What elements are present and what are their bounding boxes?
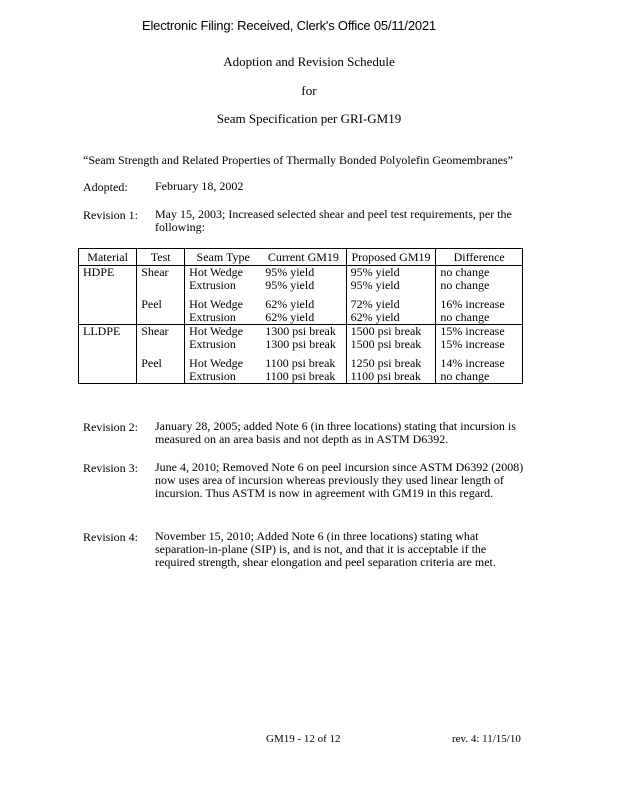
proposed-cell: 62% yield [346,311,436,325]
revision-1-label: Revision 1: [83,208,139,222]
specification-subtitle: “Seam Strength and Related Properties of Thermally Bonded Polyolefin Geomembranes” [83,153,514,167]
table-header-row [79,249,523,266]
test-cell: Shear [137,325,185,339]
header-test: Test [137,249,185,266]
requirements-table [78,248,523,384]
revision-1-text: May 15, 2003; Increased selected shear and peel test requirements, per the following: [155,207,512,234]
proposed-cell: 1500 psi break [346,325,436,339]
seam-cell: Hot Wedge [185,357,262,370]
current-cell: 1300 psi break [261,338,346,351]
revision-4-label: Revision 4: [83,530,139,544]
proposed-cell: 1500 psi break [346,338,436,351]
table-row [79,311,523,325]
seam-cell: Extrusion [185,279,262,292]
test-cell: Shear [137,266,185,280]
current-cell: 62% yield [261,298,346,311]
table-row [79,325,523,339]
seam-cell: Extrusion [185,338,262,351]
difference-cell: 15% increase [436,325,523,339]
current-cell: 1100 psi break [261,357,346,370]
difference-cell: no change [436,311,523,325]
header-seam-type: Seam Type [185,249,262,266]
proposed-cell: 95% yield [346,279,436,292]
seam-cell: Extrusion [185,370,262,384]
document-title-spec: Seam Specification per GRI-GM19 [216,111,402,126]
table-row [79,279,523,292]
difference-cell: no change [436,266,523,280]
current-cell: 1100 psi break [261,370,346,384]
revision-3-text: June 4, 2010; Removed Note 6 on peel incursion since ASTM D6392 (2008) now uses area of incursion whereas previously they used linear length of incursion. Thus ASTM is now in agreement with GM19 in this regard. [155,460,524,500]
difference-cell: 16% increase [436,298,523,311]
current-cell: 95% yield [261,266,346,280]
page-number: GM19 - 12 of 12 [266,733,341,745]
header-material: Material [79,249,137,266]
seam-cell: Hot Wedge [185,266,262,280]
revision-4-text: November 15, 2010; Added Note 6 (in three locations) stating what separation-in-plane (SIP) is, and is not, and that it is acceptable if the required strength, shear elongation and peel separation criteria are met. [155,529,496,569]
revision-3-label: Revision 3: [83,461,139,475]
table-row [79,370,523,384]
proposed-cell: 72% yield [346,298,436,311]
current-cell: 1300 psi break [261,325,346,339]
current-cell: 62% yield [261,311,346,325]
proposed-cell: 1250 psi break [346,357,436,370]
seam-cell: Hot Wedge [185,298,262,311]
current-cell: 95% yield [261,279,346,292]
document-title-for: for [301,83,317,98]
seam-cell: Hot Wedge [185,325,262,339]
difference-cell: 15% increase [436,338,523,351]
seam-cell: Extrusion [185,311,262,325]
document-title: Adoption and Revision Schedule [223,54,395,69]
table-row [79,338,523,351]
revision-2-label: Revision 2: [83,420,139,434]
header-current: Current GM19 [261,249,346,266]
difference-cell: no change [436,279,523,292]
header-proposed: Proposed GM19 [346,249,436,266]
difference-cell: no change [436,370,523,384]
test-cell: Peel [137,298,185,311]
revision-stamp: rev. 4: 11/15/10 [452,733,521,745]
filing-stamp: Electronic Filing: Received, Clerk's Office 05/11/2021 [142,18,436,33]
table-row [79,266,523,280]
adopted-label: Adopted: [83,180,128,194]
proposed-cell: 1100 psi break [346,370,436,384]
difference-cell: 14% increase [436,357,523,370]
adopted-value: February 18, 2002 [155,179,244,193]
material-cell: HDPE [79,266,137,280]
material-cell: LLDPE [79,325,137,339]
proposed-cell: 95% yield [346,266,436,280]
header-difference: Difference [436,249,523,266]
test-cell: Peel [137,357,185,370]
revision-2-text: January 28, 2005; added Note 6 (in three locations) stating that incursion is measured on an area basis and not depth as in ASTM D6392. [155,419,516,446]
